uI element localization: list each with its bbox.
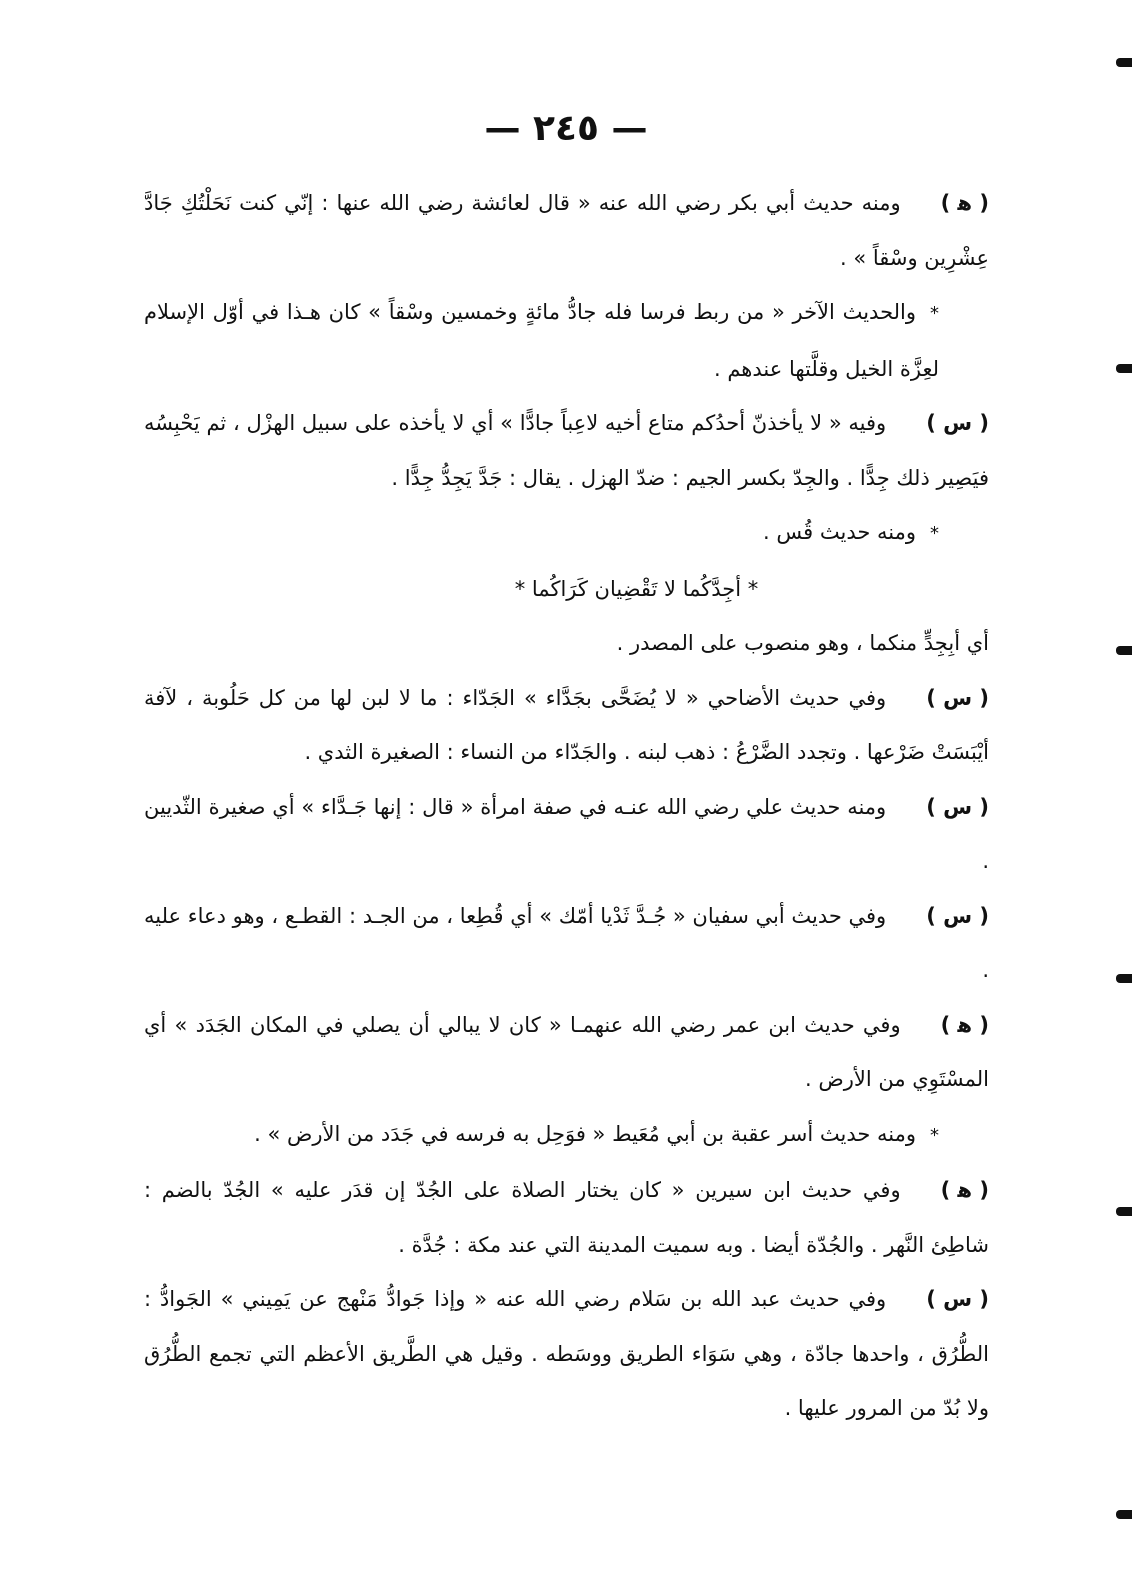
entry-marker: ( س ) [926, 794, 989, 819]
binding-mark [1116, 58, 1132, 67]
entry-text: وفي حديث ابن سيرين « كان يختار الصلاة على الجُدّ إن قدَر عليه » الجُدّ بالضم : شاطِئ النَّهر . والجُدّة أيضا . وبه سميت المدينة التي عند مكة : جُدَّة . [144, 1178, 989, 1257]
star-marker: * [930, 523, 939, 544]
entry-text: ومنه حديث علي رضي الله عنـه في صفة امرأة « قال : إنها جَـدَّاء » أي صغيرة الثّديين . [144, 794, 989, 873]
verse-line [144, 562, 989, 617]
binding-mark [1116, 646, 1132, 655]
binding-mark [1116, 1207, 1132, 1216]
binding-mark [1116, 974, 1132, 983]
entry-1 [144, 176, 989, 285]
entry-text: أي أبِجِدٍّ منكما ، وهو منصوب على المصدر . [616, 631, 989, 655]
star-marker: * [930, 1124, 939, 1146]
entry-10 [144, 998, 989, 1107]
entry-marker: ( س ) [926, 1287, 989, 1311]
entry-marker: ( س ) [926, 903, 989, 928]
entry-6 [144, 616, 989, 671]
entry-marker: ( ﻫ ) [940, 1178, 989, 1202]
entry-text: وفي حديث عبد الله بن سَلام رضي الله عنه « وإذا جَوادُّ مَنْهج عن يَمِيني » الجَوادُّ : الطُّرُق ، واحدها جادّة ، وهي سَوَاء الطريق ووسَطه . وقيل هي الطَّريق الأعظم التي تجمع الطُّرُق ولا بُدّ من المرور عليها . [144, 1287, 989, 1420]
entry-text: وفي حديث أبي سفيان « جُـدَّ ثَدْيا أمّك » أي قُطِعا ، من الجـد : القطـع ، وهو دعاء عليه . [144, 903, 989, 982]
entry-13 [144, 1272, 989, 1436]
entry-text: وفي حديث ابن عمر رضي الله عنهمـا « كان لا يبالي أن يصلي في المكان الجَدَد » أي المسْتَوِي من الأرض . [144, 1012, 989, 1091]
entry-text: ومنه حديث أسر عقبة بن أبي مُعَيط « فوَحِل به فرسه في جَدَد من الأرض » . [254, 1121, 916, 1146]
entry-12 [144, 1163, 989, 1272]
entry-text: والحديث الآخر « من ربط فرسا فله جادُّ مائةٍ وخمسين وسْقاً » كان هـذا في أوّل الإسلام لعِزَّة الخيل وقلَّتها عندهم . [144, 300, 939, 381]
entry-7 [144, 671, 989, 780]
entry-marker: ( س ) [926, 411, 989, 435]
verse-text: * أجِدَّكُما لا تَقْضِيان كَرَاكُما * [514, 576, 759, 601]
binding-mark [1116, 364, 1132, 373]
binding-mark [1116, 1510, 1132, 1519]
entry-marker: ( ﻫ ) [940, 191, 989, 215]
entry-3 [144, 396, 989, 505]
entry-11 [144, 1107, 989, 1164]
entry-9 [144, 889, 989, 998]
main-text [144, 176, 989, 1436]
entry-4 [144, 505, 989, 562]
entry-text: وفيه « لا يأخذنّ أحدُكم متاع أخيه لاعِباً جادًّا » أي لا يأخذه على سبيل الهزْل ، ثم يَحْبِسُه فيَصِير ذلك جِدًّا . والجِدّ بكسر الجيم : ضدّ الهزل . يقال : جَدَّ يَجِدُّ جِدًّا . [144, 411, 989, 490]
star-marker: * [930, 303, 939, 324]
entry-8 [144, 780, 989, 889]
entry-2 [144, 285, 989, 396]
entry-text: ومنه حديث قُس . [763, 520, 916, 544]
entry-text: ومنه حديث أبي بكر رضي الله عنه « قال لعائشة رضي الله عنها : إنّي كنت نَحَلْتُكِ جَادَّ عِشْرِين وسْقاً » . [144, 191, 989, 270]
page-number: — ٢٤٥ — [484, 108, 648, 149]
entry-text: وفي حديث الأضاحي « لا يُضَحَّى بجَدَّاء » الجَدّاء : ما لا لبن لها من كل حَلُوبة ، لآفة أيْبَسَتْ ضَرْعها . وتجدد الضَّرْعُ : ذهب لبنه . والجَدّاء من النساء : الصغيرة الثدي . [144, 685, 989, 764]
entry-marker: ( س ) [926, 685, 989, 710]
entry-marker: ( ﻫ ) [940, 1012, 989, 1037]
